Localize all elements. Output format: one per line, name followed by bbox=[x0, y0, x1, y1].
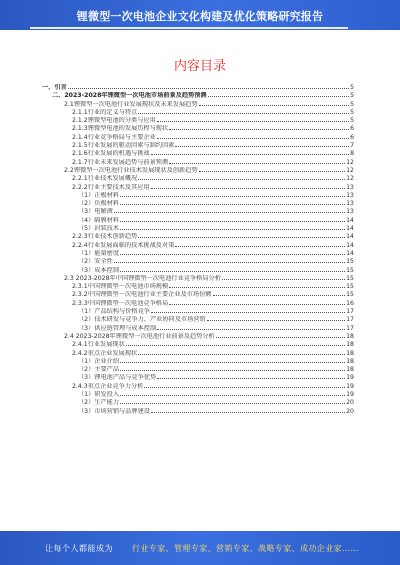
toc-leader-dots bbox=[120, 221, 345, 222]
toc-entry-title: 2.1.5行业发展的驱动因素与制约因素 bbox=[72, 142, 175, 150]
toc-entry[interactable] bbox=[42, 167, 354, 175]
toc-leader-dots bbox=[144, 387, 345, 388]
toc-entry-page: 13 bbox=[346, 208, 354, 216]
toc-entry-page: 19 bbox=[346, 374, 354, 382]
toc-entry-title: （3）市场营销与品牌建设 bbox=[78, 407, 150, 415]
toc-entry-title: （2）生产能力 bbox=[78, 399, 120, 407]
toc-entry-page: 12 bbox=[346, 166, 354, 174]
toc-leader-dots bbox=[151, 188, 346, 189]
toc-entry-page: 5 bbox=[350, 117, 354, 125]
toc-entry-page: 14 bbox=[346, 233, 354, 241]
toc-entry-title: 2.2.3行业技术创新趋势 bbox=[72, 233, 138, 241]
toc-leader-dots bbox=[169, 287, 345, 288]
toc-entry[interactable] bbox=[42, 200, 354, 208]
toc-entry[interactable] bbox=[42, 233, 354, 241]
toc-entry-title: （3）供应链管理与成本控制 bbox=[78, 324, 157, 332]
footer-slogan: 让每个人都能成为 bbox=[45, 544, 113, 553]
toc-entry-page: 16 bbox=[346, 299, 354, 307]
toc-leader-dots bbox=[216, 337, 345, 338]
toc-entry-page: 12 bbox=[346, 158, 354, 166]
toc-entry-title: 2.3.3中国锂微型一次电池竞争格局 bbox=[72, 299, 169, 307]
table-of-contents bbox=[42, 84, 354, 416]
toc-entry-title: 2.1.6行业发展的机遇与挑战 bbox=[72, 150, 150, 158]
toc-leader-dots bbox=[222, 279, 345, 280]
toc-entry[interactable] bbox=[42, 242, 354, 250]
toc-entry[interactable] bbox=[42, 275, 354, 283]
toc-entry-page: 6 bbox=[350, 133, 354, 141]
toc-entry-title: 2.4.1行业发展现状 bbox=[72, 341, 125, 349]
toc-entry[interactable] bbox=[42, 217, 354, 225]
toc-entry-title: 2.1.3锂微型电池的发展历程与现状 bbox=[72, 125, 169, 133]
toc-entry-page: 18 bbox=[346, 349, 354, 357]
toc-leader-dots bbox=[126, 345, 345, 346]
toc-entry[interactable] bbox=[42, 308, 354, 316]
toc-leader-dots bbox=[120, 370, 345, 371]
toc-leader-dots bbox=[120, 229, 345, 230]
toc-entry-title: 2.2锂微型一次电池行业技术发展现状及创新趋势 bbox=[64, 166, 198, 174]
toc-entry-page: 6 bbox=[350, 125, 354, 133]
toc-leader-dots bbox=[120, 362, 345, 363]
report-title: 锂微型一次电池企业文化构建及优化策略研究报告 bbox=[76, 10, 324, 23]
toc-entry-page: 19 bbox=[346, 390, 354, 398]
toc-entry[interactable] bbox=[42, 125, 354, 133]
toc-entry-page: 15 bbox=[346, 283, 354, 291]
toc-leader-dots bbox=[157, 329, 345, 330]
toc-entry-title: 2.1.2锂微型电池的分类与应用 bbox=[72, 117, 156, 125]
toc-entry-page: 5 bbox=[350, 84, 354, 91]
toc-entry-title: 2.1.4行业竞争格局与主要企业 bbox=[72, 133, 156, 141]
toc-entry[interactable] bbox=[42, 399, 354, 407]
toc-entry-title: 2.2.1行业技术发展概况 bbox=[72, 175, 138, 183]
toc-leader-dots bbox=[120, 395, 345, 396]
toc-entry[interactable] bbox=[42, 383, 354, 391]
toc-entry[interactable] bbox=[42, 84, 354, 92]
toc-leader-dots bbox=[138, 113, 349, 114]
toc-leader-dots bbox=[120, 196, 345, 197]
toc-entry-title: 二、2023-2028年锂微型一次电池市场前景及趋势预测 bbox=[52, 92, 207, 100]
toc-leader-dots bbox=[199, 171, 346, 172]
toc-leader-dots bbox=[151, 412, 345, 413]
toc-entry-title: （3）电解液 bbox=[78, 208, 113, 216]
toc-entry[interactable] bbox=[42, 109, 354, 117]
toc-entry-page: 12 bbox=[346, 175, 354, 183]
header-divider bbox=[30, 27, 348, 29]
toc-entry-page: 7 bbox=[350, 142, 354, 150]
toc-entry[interactable] bbox=[42, 267, 354, 275]
toc-leader-dots bbox=[120, 271, 345, 272]
toc-entry[interactable] bbox=[42, 159, 354, 167]
toc-entry-page: 13 bbox=[346, 200, 354, 208]
toc-entry[interactable] bbox=[42, 142, 354, 150]
toc-entry-title: 2.1锂微型一次电池行业发展现状及未来发展趋势 bbox=[64, 100, 198, 108]
toc-entry-title: 2.2.2行业主要技术及其应用 bbox=[72, 183, 150, 191]
toc-entry-title: （2）负极材料 bbox=[78, 200, 120, 208]
toc-entry[interactable] bbox=[42, 258, 354, 266]
toc-entry[interactable] bbox=[42, 300, 354, 308]
toc-entry-page: 5 bbox=[350, 100, 354, 108]
toc-entry-title: （2）技术研发与竞争力、产业协同及市场营销 bbox=[78, 316, 206, 324]
toc-entry-page: 13 bbox=[346, 183, 354, 191]
toc-leader-dots bbox=[175, 246, 345, 247]
toc-leader-dots bbox=[169, 304, 345, 305]
toc-entry-page: 8 bbox=[350, 150, 354, 158]
toc-leader-dots bbox=[157, 121, 349, 122]
toc-entry-page: 20 bbox=[346, 399, 354, 407]
toc-entry[interactable] bbox=[42, 408, 354, 416]
toc-entry-page: 19 bbox=[346, 382, 354, 390]
toc-entry[interactable] bbox=[42, 358, 354, 366]
toc-leader-dots bbox=[138, 354, 345, 355]
toc-leader-dots bbox=[199, 105, 349, 106]
toc-entry-page: 15 bbox=[346, 258, 354, 266]
toc-heading: 内容目录 bbox=[173, 59, 226, 74]
toc-entry[interactable] bbox=[42, 101, 354, 109]
toc-entry-page: 15 bbox=[346, 274, 354, 282]
toc-entry[interactable] bbox=[42, 117, 354, 125]
toc-entry[interactable] bbox=[42, 184, 354, 192]
toc-entry-title: （4）隔膜材料 bbox=[78, 216, 120, 224]
toc-entry-page: 18 bbox=[346, 341, 354, 349]
toc-entry-page: 15 bbox=[346, 291, 354, 299]
toc-entry-title: 2.3.1中国锂微型一次电池市场规模 bbox=[72, 283, 169, 291]
toc-entry-page: 18 bbox=[346, 366, 354, 374]
toc-leader-dots bbox=[114, 212, 345, 213]
toc-entry-page: 17 bbox=[346, 316, 354, 324]
toc-leader-dots bbox=[175, 146, 349, 147]
toc-entry-title: （1）研发投入 bbox=[78, 390, 120, 398]
toc-entry-title: 2.1.7行业未来发展趋势与前景预测 bbox=[72, 158, 169, 166]
footer-roles: 行业专家、管理专家、营销专家、战略专家、成功企业家…… bbox=[132, 544, 359, 553]
toc-entry[interactable] bbox=[42, 175, 354, 183]
toc-entry[interactable] bbox=[42, 150, 354, 158]
toc-leader-dots bbox=[169, 129, 349, 130]
toc-entry-title: （3）成本控制 bbox=[78, 266, 120, 274]
toc-entry[interactable] bbox=[42, 134, 354, 142]
toc-entry[interactable] bbox=[42, 208, 354, 216]
toc-entry-page: 14 bbox=[346, 249, 354, 257]
toc-entry[interactable] bbox=[42, 92, 354, 100]
toc-entry-page: 14 bbox=[346, 216, 354, 224]
toc-leader-dots bbox=[120, 204, 345, 205]
toc-entry[interactable] bbox=[42, 391, 354, 399]
toc-entry-title: 2.3 2023-2028年中国锂微型一次电池行业竞争格局分析 bbox=[64, 274, 221, 282]
toc-entry[interactable] bbox=[42, 350, 354, 358]
toc-leader-dots bbox=[151, 154, 349, 155]
toc-entry[interactable] bbox=[42, 341, 354, 349]
toc-entry-page: 20 bbox=[346, 407, 354, 415]
toc-entry-title: （2）安全性 bbox=[78, 258, 113, 266]
toc-entry[interactable] bbox=[42, 325, 354, 333]
toc-entry-title: （2）主要产品 bbox=[78, 366, 120, 374]
toc-leader-dots bbox=[213, 295, 346, 296]
toc-entry-page: 15 bbox=[346, 266, 354, 274]
toc-entry[interactable] bbox=[42, 291, 354, 299]
toc-entry-title: （1）正极材料 bbox=[78, 191, 120, 199]
toc-entry[interactable] bbox=[42, 316, 354, 324]
toc-leader-dots bbox=[120, 403, 345, 404]
toc-leader-dots bbox=[157, 378, 345, 379]
toc-entry-title: 一、引言 bbox=[42, 84, 67, 91]
toc-entry-page: 14 bbox=[346, 241, 354, 249]
toc-entry[interactable] bbox=[42, 366, 354, 374]
toc-entry-page: 18 bbox=[346, 357, 354, 365]
toc-leader-dots bbox=[157, 138, 349, 139]
toc-leader-dots bbox=[114, 262, 345, 263]
toc-entry-title: 2.4.3重点企业竞争力分析 bbox=[72, 382, 144, 390]
toc-entry-title: （1）产品结构与价格竞争 bbox=[78, 308, 150, 316]
toc-leader-dots bbox=[151, 312, 345, 313]
toc-entry[interactable] bbox=[42, 333, 354, 341]
toc-entry[interactable] bbox=[42, 374, 354, 382]
toc-entry[interactable] bbox=[42, 225, 354, 233]
page-footer bbox=[0, 531, 400, 565]
toc-entry[interactable] bbox=[42, 192, 354, 200]
toc-entry-page: 5 bbox=[350, 108, 354, 116]
toc-leader-dots bbox=[68, 88, 349, 89]
toc-leader-dots bbox=[207, 320, 345, 321]
toc-entry-title: 2.4.2重点企业发展现状 bbox=[72, 349, 138, 357]
toc-entry-page: 13 bbox=[346, 191, 354, 199]
toc-leader-dots bbox=[138, 237, 345, 238]
toc-entry-title: 2.3.2中国锂微型一次电池行业主要企业及市场份额 bbox=[72, 291, 212, 299]
toc-entry-title: （1）企业介绍 bbox=[78, 357, 120, 365]
toc-entry-title: 2.2.4行业发展面临的技术挑战及对策 bbox=[72, 241, 175, 249]
toc-leader-dots bbox=[138, 179, 345, 180]
toc-leader-dots bbox=[208, 96, 349, 97]
toc-entry-page: 5 bbox=[350, 92, 354, 100]
toc-entry-page: 18 bbox=[346, 332, 354, 340]
toc-leader-dots bbox=[120, 254, 345, 255]
toc-entry-page: 17 bbox=[346, 308, 354, 316]
toc-entry-page: 17 bbox=[346, 324, 354, 332]
toc-entry[interactable] bbox=[42, 250, 354, 258]
toc-entry[interactable] bbox=[42, 283, 354, 291]
toc-entry-title: （1）能量密度 bbox=[78, 249, 120, 257]
toc-entry-title: （5）封装技术 bbox=[78, 225, 120, 233]
page-header bbox=[0, 0, 400, 30]
toc-leader-dots bbox=[169, 163, 345, 164]
toc-entry-page: 14 bbox=[346, 225, 354, 233]
toc-entry-title: 2.4 2023-2028年锂微型一次电池行业前景及趋势分析 bbox=[64, 332, 215, 340]
toc-entry-title: （3）锂电池产品与竞争优势 bbox=[78, 374, 157, 382]
toc-entry-title: 2.1.1行业的定义与特点 bbox=[72, 108, 138, 116]
